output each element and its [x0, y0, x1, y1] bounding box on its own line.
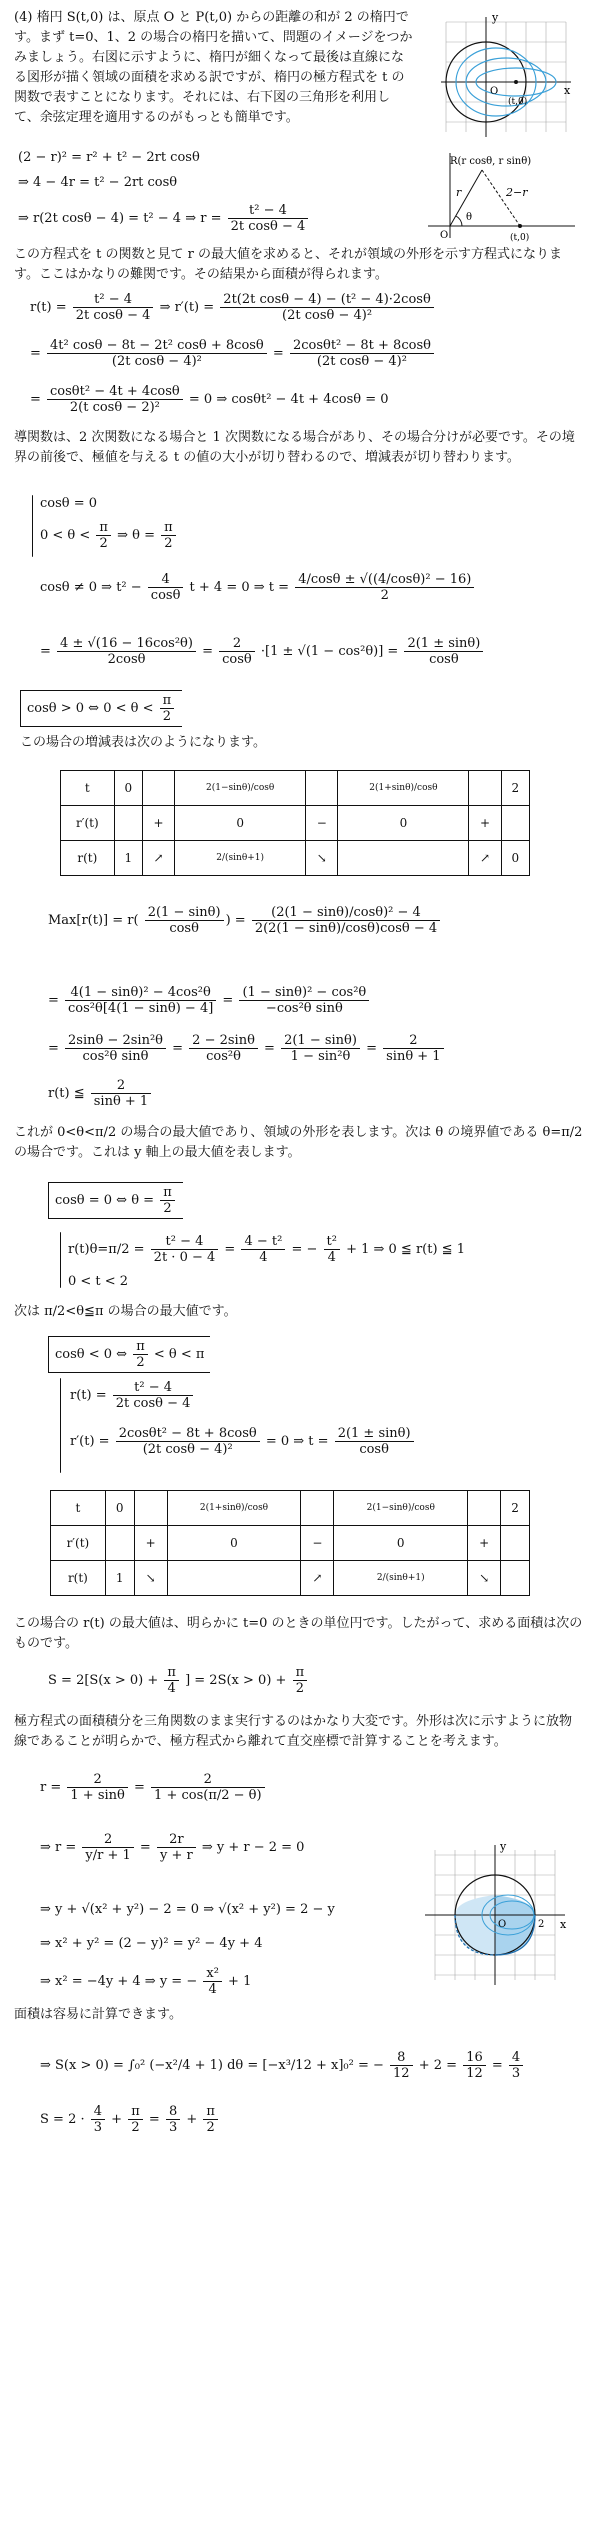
fig2-r-label: r [456, 186, 462, 199]
case0-brace [32, 495, 33, 557]
max-line1: Max[r(t)] = r( $\frac{2(1 - \sin\theta)}{\cos\theta}$ ) = $\frac{\text{(2(1 − sinθ)/cosθ)² − 4}}{2(2(1 - \sin\theta)/\cos\theta)\cos\theta - 4}$ [48, 905, 442, 936]
para-line1: r = $\frac{2}{1 + \sin\theta}$ = $\frac{2}{1 + \cos(\pi/2 - \theta)}$ [40, 1772, 267, 1803]
final-line1: ⇒ S(x > 0) = ∫₀² (−x²/4 + 1) dθ = [−x³/12 + x]₀² = − $\frac{8}{12}$ + 2 = $\frac{16}{12}$ = $\frac{4}{3}$ [40, 2050, 525, 2081]
para-line4: ⇒ x² + y² = (2 − y)² = y² − 4y + 4 [40, 1936, 263, 1951]
increase-table-2 [50, 1490, 530, 1596]
fig2-R-label: R(r cosθ, r sinθ) [450, 156, 532, 167]
paragraph-5: 次は π/2<θ≦π の場合の最大値です。 [14, 1304, 237, 1319]
fig3-y-label: y [500, 1840, 507, 1853]
intro-paragraph: (4) 楕円 S(t,0) は、原点 O と P(t,0) からの距離の和が 2 の楕円です。まず t=0、1、2 の場合の楕円を描いて、問題のイメージをつかみましょう。右図に示すように、楕円が細くなって最後は直線になる図形が描く領域の面積を求める訳ですが、楕円の極方程式を t の関数で表すことになります。それには、右下図の三角形を利用して、余弦定理を適用するのがもっとも簡単です。 [14, 10, 413, 125]
eq1-line2: ⇒ 4 − 4r = t² − 2rt cosθ [18, 175, 178, 190]
triangle-figure [410, 148, 580, 243]
case3-condition: cosθ < 0 ⇔ $\frac{\pi}{2}$ < θ < π [48, 1336, 210, 1373]
deriv-line3: = $\frac{\text{cosθt² − 4t + 4cosθ}}{\text{2(t cosθ − 2)²}}$ = 0 ⇒ cosθt² − 4t + 4cosθ = 0 [30, 384, 389, 415]
fig3-origin-label: O [498, 1919, 507, 1930]
case2-line1: r(t)θ=π/2 = $\frac{\text{t² − 4}}{2t \cdot 0 - 4}$ = $\frac{\text{4 − t²}}{4}$ = − $\frac{\text{t²}}{4}$ + 1 ⇒ 0 ≦ r(t) ≦ 1 [68, 1234, 465, 1265]
area-formula: S = 2[S(x > 0) + $\frac{\pi}{4}$ ] = 2S(x > 0) + $\frac{\pi}{2}$ [48, 1665, 309, 1696]
para-line5: ⇒ x² = −4y + 4 ⇒ y = − $\frac{\text{x²}}{4}$ + 1 [40, 1966, 252, 1997]
paragraph-4: これが 0<θ<π/2 の場合の最大値であり、領域の外形を表します。次は θ の境界値である θ=π/2 の場合です。これは y 軸上の最大値を表します。 [14, 1125, 583, 1160]
case2-brace [60, 1232, 61, 1288]
ellipse-figure [436, 12, 576, 142]
fig1-y-label: y [492, 12, 499, 24]
para-line2: ⇒ r = $\frac{2}{y/r + 1}$ = $\frac{2r}{y + r}$ ⇒ y + r − 2 = 0 [40, 1832, 305, 1863]
case2-condition: cosθ = 0 ⇔ θ = $\frac{\pi}{2}$ [48, 1182, 183, 1219]
max-line3: = $\frac{\text{2sinθ − 2sin²θ}}{\text{cos²θ sinθ}}$ = $\frac{2 - 2\sin\theta}{\text{cos²θ}}$ = $\frac{2(1 - \sin\theta)}{\text{1 − sin²θ}}$ = $\frac{2}{\sin\theta + 1}$ [48, 1033, 446, 1064]
table2-row-derivative: r′(t) + 0 − 0 + [51, 1526, 530, 1561]
deriv-line1: r(t) = $\frac{\text{t² − 4}}{\text{2t cosθ − 4}}$ ⇒ r′(t) = $\frac{\text{2t(2t cosθ − 4) − (t² − 4)·2cosθ}}{\text{(2t cosθ − 4)²}}$ [30, 292, 436, 323]
paragraph-2: この方程式を t の関数と見て r の最大値を求めると、それが領域の外形を示す方程式になります。ここはかなりの難関です。その結果から面積が得られます。 [14, 247, 562, 282]
paragraph-3: 導関数は、2 次関数になる場合と 1 次関数になる場合があり、その場合分けが必要です。その境界の前後で、極値を与える t の値の大小が切り替わるので、増減表が切り替わります。 [14, 430, 575, 465]
fig1-point-label: (t,0) [508, 97, 528, 107]
table1-head: t 0 2(1−sinθ)/cosθ 2(1+sinθ)/cosθ 2 [61, 771, 530, 806]
case2-line2: 0 < t < 2 [68, 1274, 129, 1289]
max-line2: = $\frac{\text{4(1 − sinθ)² − 4cos²θ}}{\text{cos²θ[4(1 − sinθ) − 4]}}$ = $\frac{\text{(1 − sinθ)² − cos²θ}}{\text{−cos²θ sinθ}}$ [48, 985, 371, 1016]
fig2-point-label: (t,0) [510, 233, 530, 243]
case1-condition: cosθ > 0 ⇔ 0 < θ < $\frac{\pi}{2}$ [20, 690, 182, 727]
fig1-origin-label: O [490, 86, 499, 97]
case3-brace [60, 1378, 61, 1473]
case3-line1: r(t) = $\frac{\text{t² − 4}}{\text{2t cosθ − 4}}$ [70, 1380, 195, 1411]
deriv-line2: = $\frac{\text{4t² cosθ − 8t − 2t² cosθ + 8cosθ}}{\text{(2t cosθ − 4)²}}$ = $\frac{\text{2cosθt² − 8t + 8cosθ}}{\text{(2t cosθ − 4)²}}$ [30, 338, 436, 369]
table2-head: t 0 2(1+sinθ)/cosθ 2(1−sinθ)/cosθ 2 [51, 1491, 530, 1526]
eq1-line3: ⇒ r(2t cosθ − 4) = t² − 4 ⇒ r = $\frac{\text{t² − 4}}{\text{2t cosθ − 4}}$ [18, 203, 310, 234]
fig3-x-label: x [560, 1918, 567, 1931]
paragraph-6: この場合の r(t) の最大値は、明らかに t=0 のときの単位円です。したがって、求める面積は次のものです。 [14, 1616, 583, 1651]
case0-line2: 0 < θ < $\frac{\pi}{2}$ ⇒ θ = $\frac{\pi}{2}$ [40, 520, 178, 551]
fig2-theta-label: θ [466, 212, 473, 223]
table2-row-value: r(t) 1 ↘ ↗ 2/(sinθ+1) ↘ [51, 1561, 530, 1596]
case0-line3: cosθ ≠ 0 ⇒ t² − $\frac{4}{\cos\theta}$ t + 4 = 0 ⇒ t = $\frac{\text{4/cosθ ± √((4/cosθ)² − 16)}}{2}$ [40, 572, 476, 603]
case1-caption: この場合の増減表は次のようになります。 [20, 735, 266, 750]
table1-row-value: r(t) 1 ↗ 2/(sinθ+1) ↘ ↗ 0 [61, 841, 530, 876]
fig2-2r-label: 2−r [506, 186, 528, 199]
parabola-figure [420, 1840, 570, 1990]
max-inequality: r(t) ≦ $\frac{2}{\sin\theta + 1}$ [48, 1078, 153, 1109]
increase-table-1 [60, 770, 530, 876]
case0-line4: = $\frac{\text{4 ± √(16 − 16cos²θ)}}{2\cos\theta}$ = $\frac{2}{\cos\theta}$ ·[1 ± √(1 − cos²θ)] = $\frac{2(1 \pm \sin\theta)}{\cos\theta}$ [40, 636, 485, 667]
case3-line2: r′(t) = $\frac{\text{2cosθt² − 8t + 8cosθ}}{\text{(2t cosθ − 4)²}}$ = 0 ⇒ t = $\frac{2(1 \pm \sin\theta)}{\cos\theta}$ [70, 1426, 416, 1457]
fig1-x-label: x [564, 84, 571, 97]
fig3-two-label: 2 [538, 1919, 545, 1930]
para-line3: ⇒ y + √(x² + y²) − 2 = 0 ⇒ √(x² + y²) = 2 − y [40, 1902, 335, 1917]
eq1-line1: (2 − r)² = r² + t² − 2rt cosθ [18, 150, 200, 165]
final-line2: S = 2 · $\frac{4}{3}$ + $\frac{\pi}{2}$ = $\frac{8}{3}$ + $\frac{\pi}{2}$ [40, 2104, 220, 2135]
paragraph-7: 極方程式の面積積分を三角関数のまま実行するのはかなり大変です。外形は次に示すように放物線であることが明らかで、極方程式から離れて直交座標で計算することを考えます。 [14, 1714, 572, 1749]
fig2-origin-label: O [440, 230, 449, 241]
table1-row-derivative: r′(t) + 0 − 0 + [61, 806, 530, 841]
case0-line1: cosθ = 0 [40, 496, 98, 511]
paragraph-8: 面積は容易に計算できます。 [14, 2007, 182, 2022]
